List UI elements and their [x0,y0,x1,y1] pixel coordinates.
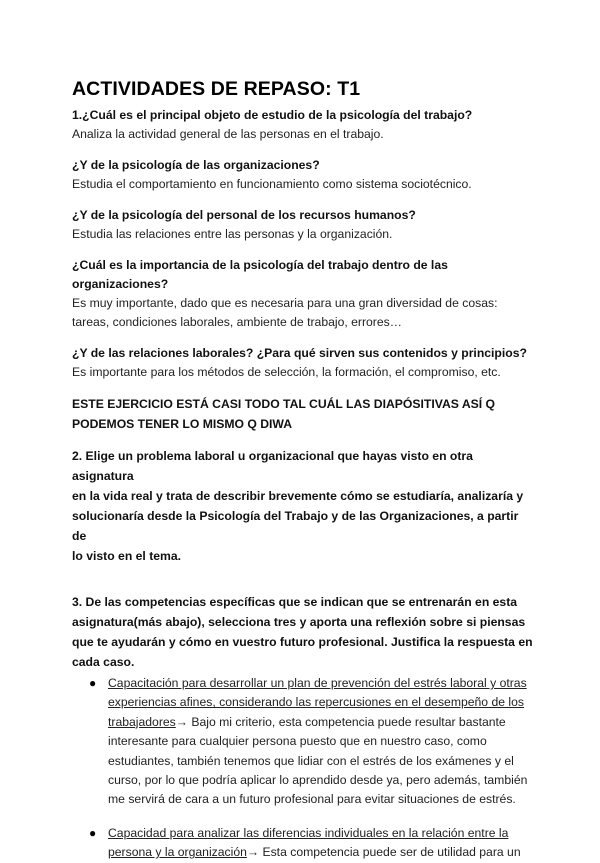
reflection-text: → Bajo mi criterio, esta competencia puede resultar bastante [175,714,506,729]
reflection-text: → Esta competencia puede ser de utilidad para un [246,845,521,860]
reflection-text: curso, por lo que podría aplicar lo aprendido desde ya, pero además, también [108,773,528,788]
competency-underlined: Capacitación para desarrollar un plan de prevención del estrés laboral y otras [108,676,527,690]
answer: Estudia las relaciones entre las personas y la organización. [72,227,393,241]
bullet-line [108,824,534,843]
bullet-line [108,790,534,809]
exercise-2-line: en la vida real y trata de describir brevemente cómo se estudiaría, analizaría y [72,489,524,503]
answer-line: tareas, condiciones laborales, ambiente de trabajo, errores… [72,315,402,329]
exercise-3 [72,592,534,672]
qa-3 [72,206,534,244]
qa-4 [72,256,534,332]
note-line: ESTE EJERCICIO ESTÁ CASI TODO TAL CUÁL LAS DIAPÓSITIVAS ASÍ Q [72,397,496,411]
answer: Estudia el comportamiento en funcionamiento como sistema sociotécnico. [72,177,472,191]
exercise-2-line: lo visto en el tema. [72,549,182,563]
page-title: ACTIVIDADES DE REPASO: T1 [72,78,361,100]
bullet-line [108,732,534,751]
competency-underlined: persona y la organización [108,845,247,860]
list-item [72,674,534,810]
bullet-line [108,674,534,693]
competency-list [72,674,534,863]
answer: Analiza la actividad general de las personas en el trabajo. [72,127,384,141]
bullet-line [108,843,534,862]
competency-underlined: trabajadores [108,714,176,729]
exercise-3-line: que te ayudarán y cómo en vuestro futuro profesional. Justifica la respuesta en [72,635,533,649]
exercise-3-line: 3. De las competencias específicas que se indican que se entrenarán en esta [72,595,518,609]
competency-underlined: Capacidad para analizar las diferencias individuales en la relación entre la [108,825,509,840]
reflection-text: interesante para cualquier persona puesto que en nuestro caso, como [108,734,487,749]
question: 1.¿Cuál es el principal objeto de estudio de la psicología del trabajo? [72,108,473,122]
exercise-2-line: 2. Elige un problema laboral u organizacional que hayas visto en otra asignatura [72,449,473,483]
question: ¿Y de la psicología del personal de los recursos humanos? [72,208,416,222]
question: ¿Y de las relaciones laborales? ¿Para qué sirven sus contenidos y principios? [72,346,527,360]
reflection-text: estudiantes, también tenemos que lidiar con el estrés de los exámenes y el [108,753,514,768]
bullet-line [108,752,534,771]
exercise-3-line: asignatura(más abajo), selecciona tres y aporta una reflexión sobre si piensas [72,615,526,629]
note-line: PODEMOS TENER LO MISMO Q DIWA [72,417,293,431]
reflection-text: me servirá de cara a un futuro profesional para evitar situaciones de estrés. [108,792,516,807]
question: ¿Cuál es la importancia de la psicología del trabajo dentro de las organizaciones? [72,258,448,291]
qa-5 [72,344,534,382]
bullet-line [108,693,534,712]
bullet-icon: ● [89,676,97,690]
exercise-2-line: solucionaría desde la Psicología del Trabajo y de las Organizaciones, a partir de [72,509,519,543]
bullet-line [108,713,534,732]
document-content [72,76,534,863]
answer-line: Es muy importante, dado que es necesaria para una gran diversidad de cosas: [72,296,498,310]
list-item [72,824,534,863]
qa-2 [72,156,534,194]
bullet-line [108,771,534,790]
competency-underlined: experiencias afines, considerando las repercusiones en el desempeño de los [108,695,524,710]
bullet-icon: ● [89,825,97,840]
note-block [72,394,534,434]
answer: Es importante para los métodos de selección, la formación, el compromiso, etc. [72,365,501,379]
qa-1 [72,106,534,144]
exercise-3-line: cada caso. [72,655,135,669]
exercise-2 [72,446,534,566]
question: ¿Y de la psicología de las organizaciones? [72,158,320,172]
